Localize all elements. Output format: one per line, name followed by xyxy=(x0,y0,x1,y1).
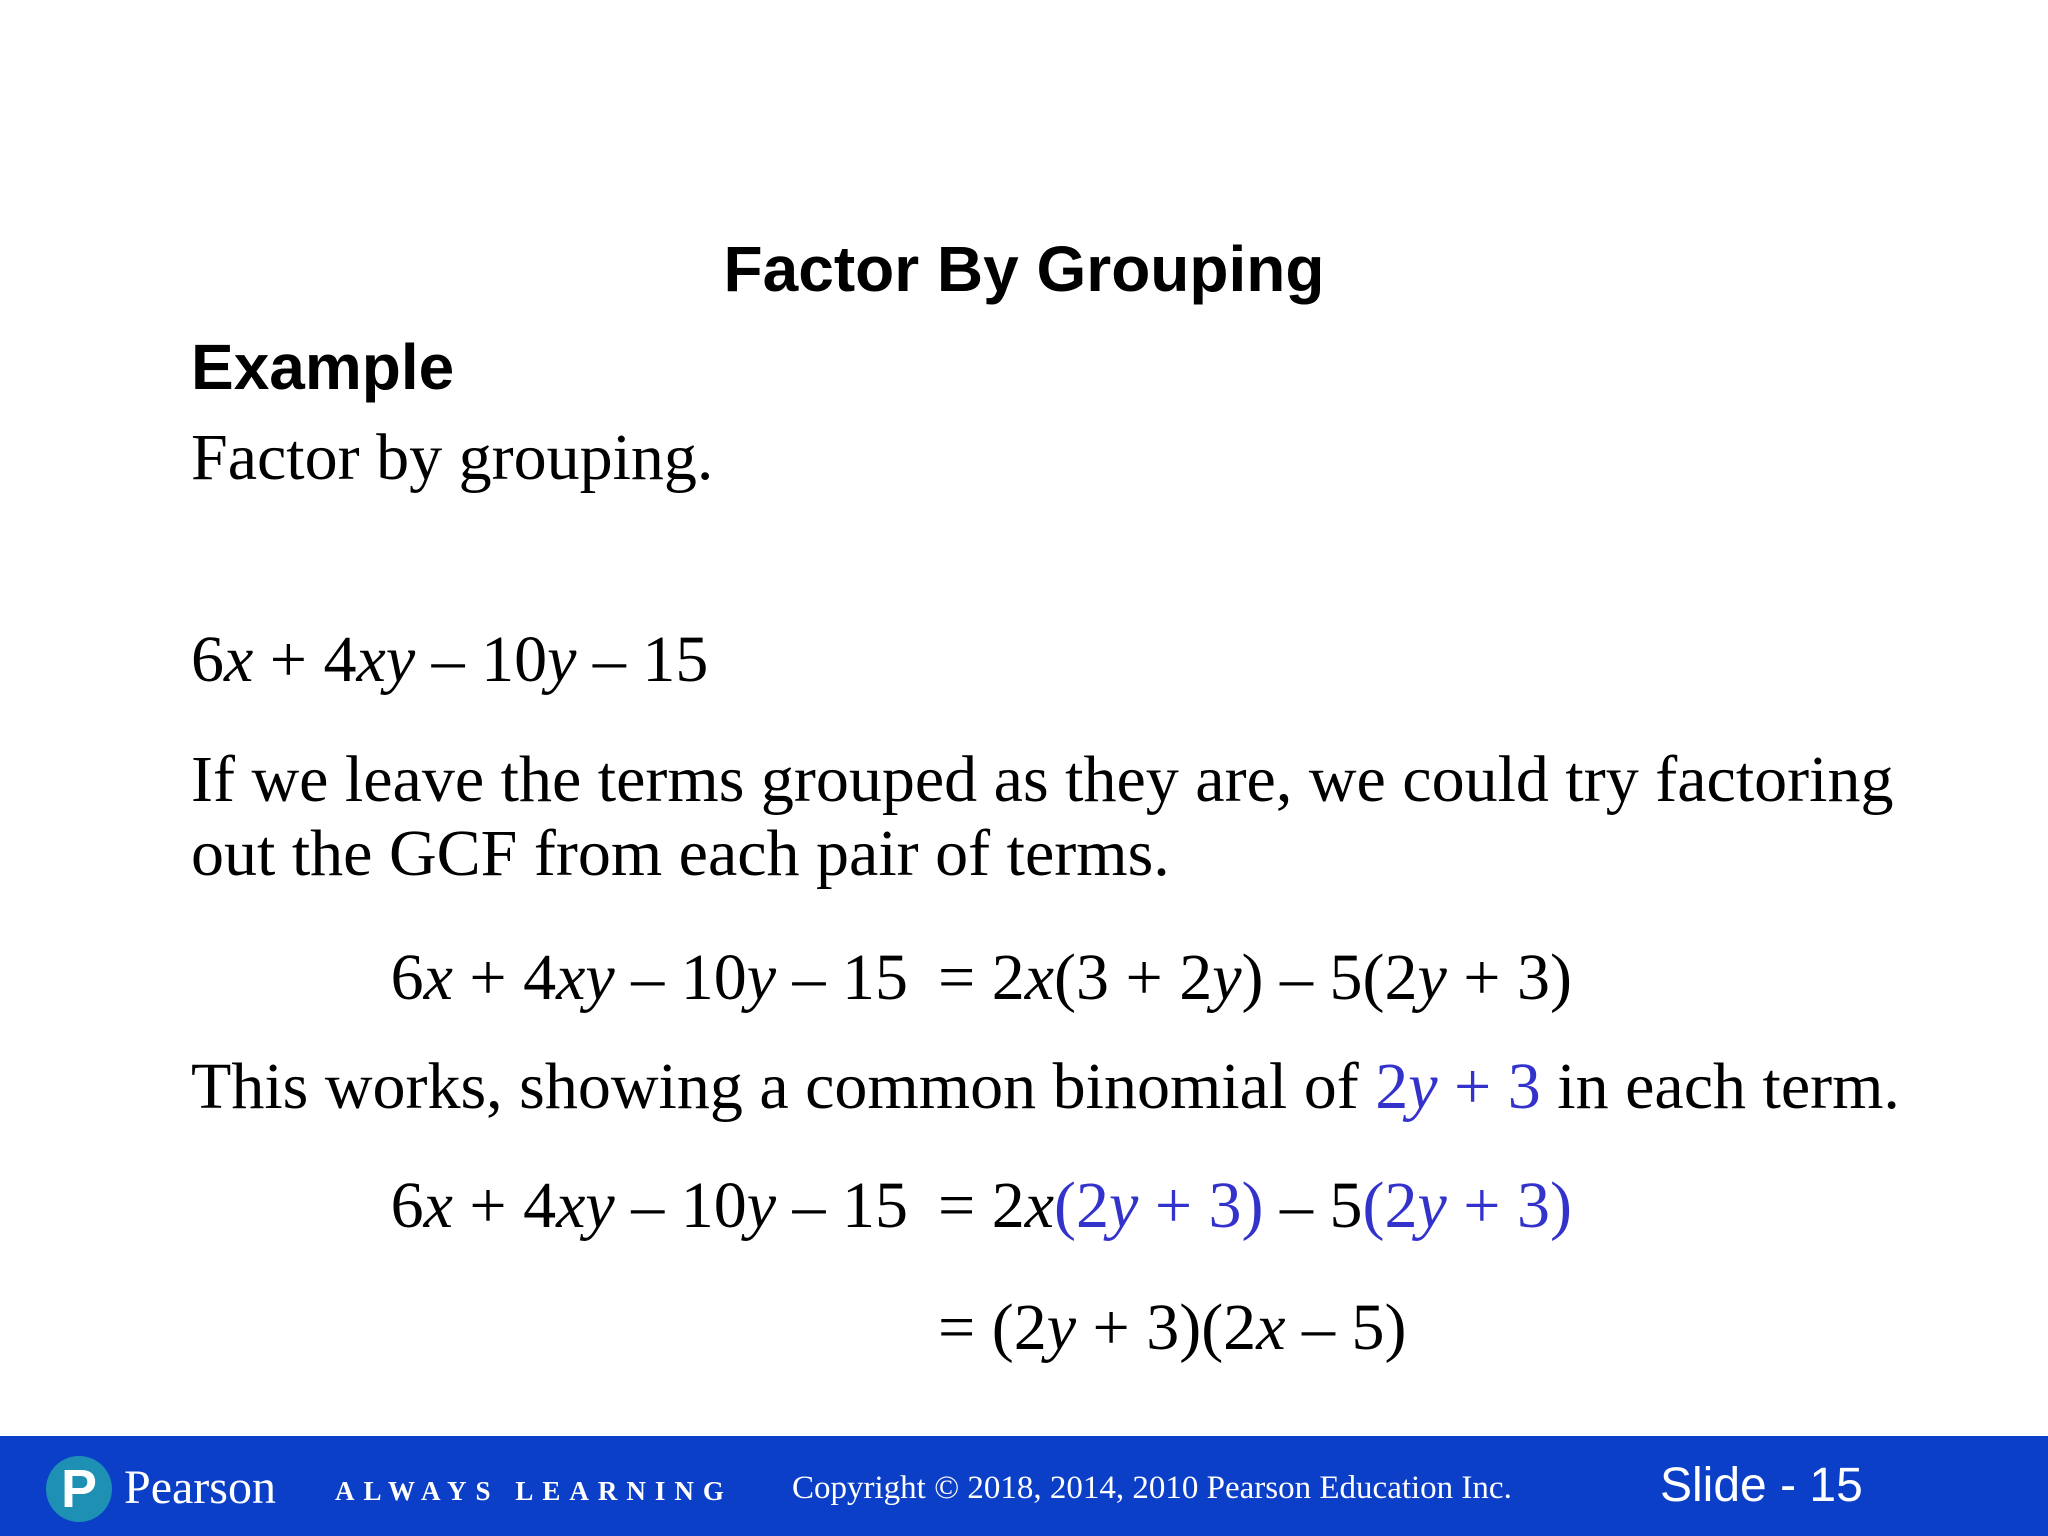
pearson-logo-text: Pearson xyxy=(124,1461,276,1514)
equation-3-result: = (2y + 3)(2x – 5) xyxy=(938,1291,1407,1364)
slide-number: Slide - 15 xyxy=(1660,1459,1863,1512)
copyright-text: Copyright © 2018, 2014, 2010 Pearson Education Inc. xyxy=(792,1470,1512,1506)
footer-tagline: ALWAYS LEARNING xyxy=(335,1476,733,1506)
equation-1-right: = 2x(3 + 2y) – 5(2y + 3) xyxy=(938,941,1572,1014)
pearson-logo-icon: P xyxy=(46,1456,112,1522)
polynomial-expression: 6x + 4xy – 10y – 15 xyxy=(191,623,709,696)
equation-2-left: 6x + 4xy – 10y – 15 xyxy=(390,1169,908,1242)
equation-1-left: 6x + 4xy – 10y – 15 xyxy=(390,941,908,1014)
explanation-line-1: If we leave the terms grouped as they are, we could try factoring xyxy=(191,743,1894,816)
common-binomial-text: This works, showing a common binomial of 2y + 3 in each term. xyxy=(191,1050,1900,1123)
explanation-line-2: out the GCF from each pair of terms. xyxy=(191,817,1170,890)
explanation-paragraph xyxy=(191,743,2011,891)
slide-title: Factor By Grouping xyxy=(723,233,1325,305)
equation-2-right: = 2x(2y + 3) – 5(2y + 3) xyxy=(938,1169,1572,1242)
footer-bar xyxy=(0,1436,2048,1536)
example-heading: Example xyxy=(191,331,455,403)
instruction-text: Factor by grouping. xyxy=(191,421,714,494)
